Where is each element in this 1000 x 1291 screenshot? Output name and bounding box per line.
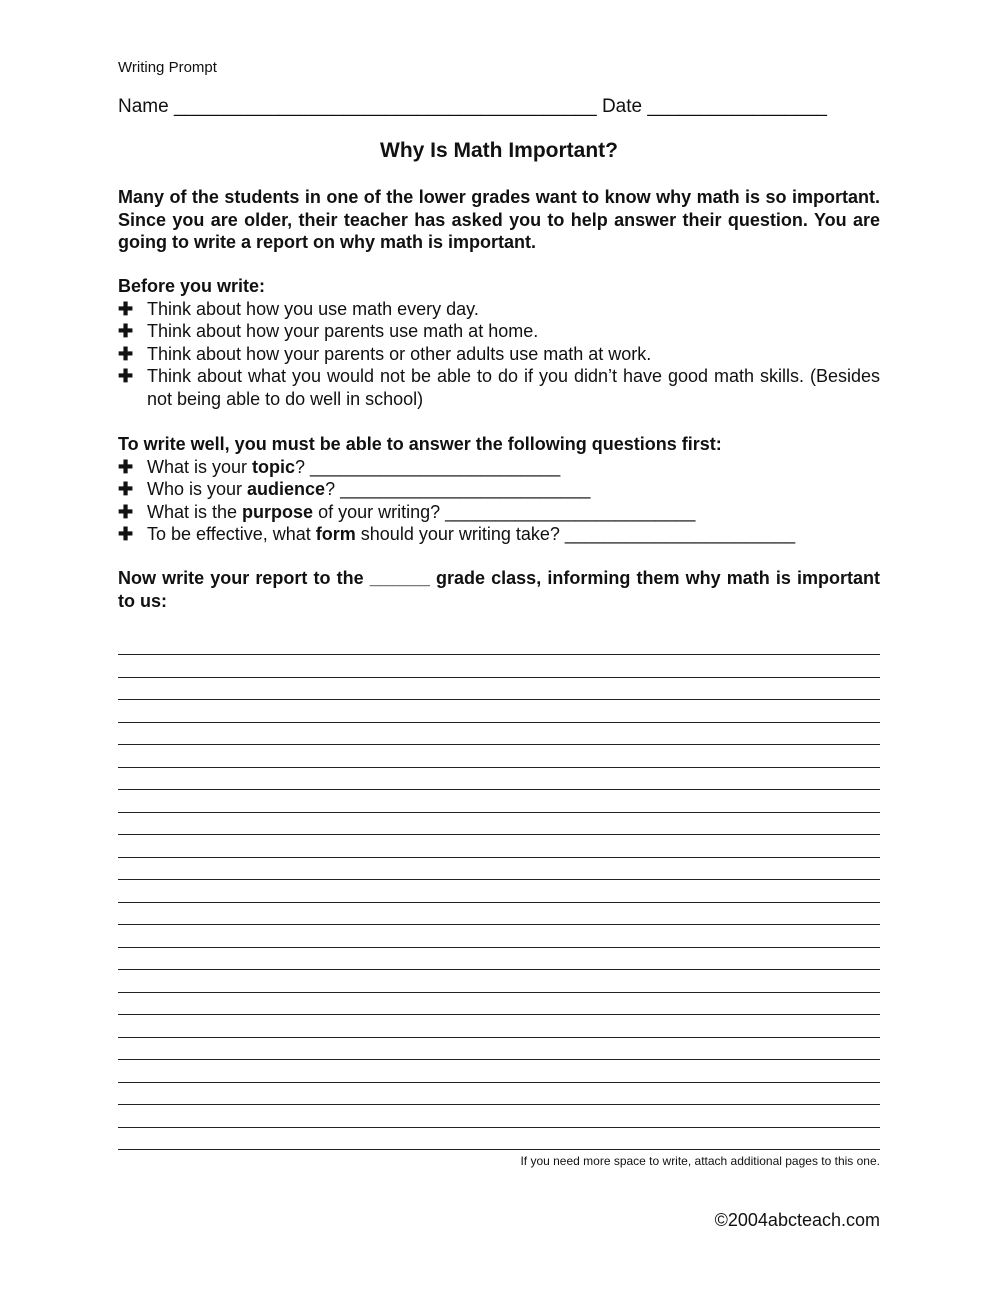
- grade-blank-field[interactable]: ______: [369, 568, 430, 588]
- writing-line[interactable]: [118, 767, 880, 790]
- writing-line[interactable]: [118, 992, 880, 1015]
- intro-paragraph: Many of the students in one of the lower grades want to know why math is so important. Since you are older, their teacher has asked you to help answer their question. You are going to write a report on why math is important.: [118, 187, 880, 252]
- writing-line[interactable]: [118, 1082, 880, 1105]
- list-item-text: Think about how your parents or other adults use math at work.: [147, 343, 652, 364]
- copyright: ©2004abcteach.com: [714, 1210, 880, 1230]
- writing-line[interactable]: [118, 677, 880, 700]
- footnote: If you need more space to write, attach additional pages to this one.: [520, 1154, 880, 1168]
- question-item-topic: ✚ What is your topic? _________________________: [118, 456, 561, 477]
- cross-bullet-icon: ✚: [118, 298, 134, 319]
- writing-line[interactable]: [118, 947, 880, 970]
- writing-line[interactable]: [118, 1037, 880, 1060]
- cross-bullet-icon: ✚: [118, 479, 134, 499]
- cross-bullet-icon: ✚: [118, 501, 134, 522]
- writing-line[interactable]: [118, 744, 880, 767]
- writing-line[interactable]: [118, 857, 880, 880]
- question-item-audience: ✚ Who is your audience? _________________________: [118, 479, 591, 499]
- before-write-section: [118, 275, 880, 410]
- date-label: Date: [601, 96, 643, 117]
- writing-line[interactable]: [118, 1059, 880, 1082]
- cross-bullet-icon: ✚: [118, 366, 134, 386]
- page-title: Why Is Math Important?: [380, 139, 618, 162]
- list-item-text: Think about what you would not be able to do if you didn’t have good math skills. (Besides not being able to do well in school): [147, 366, 880, 409]
- topic-answer-field[interactable]: ? _________________________: [295, 456, 561, 477]
- questions-list: [118, 456, 880, 546]
- writing-line[interactable]: [118, 1104, 880, 1127]
- writing-area[interactable]: [118, 654, 880, 1172]
- before-write-heading: Before you write:: [118, 276, 266, 296]
- header-label: Writing Prompt: [118, 59, 217, 76]
- writing-line[interactable]: [118, 654, 880, 677]
- name-label: Name: [118, 96, 169, 117]
- list-item-text: Think about how you use math every day.: [147, 298, 479, 319]
- question-item-form: ✚ To be effective, what form should your writing take? _______________________: [118, 524, 796, 544]
- question-item-purpose: ✚ What is the purpose of your writing? _________________________: [118, 501, 696, 522]
- questions-heading: To write well, you must be able to answer the following questions first:: [118, 434, 722, 454]
- cross-bullet-icon: ✚: [118, 456, 134, 477]
- writing-line[interactable]: [118, 924, 880, 947]
- writing-line[interactable]: [118, 812, 880, 835]
- list-item: [118, 298, 880, 321]
- audience-answer-field[interactable]: ? _________________________: [325, 479, 591, 499]
- writing-line[interactable]: [118, 1014, 880, 1037]
- form-answer-field[interactable]: should your writing take? _______________________: [355, 524, 796, 544]
- name-field[interactable]: ________________________________________: [173, 96, 597, 117]
- list-item: [118, 365, 880, 410]
- writing-line[interactable]: [118, 969, 880, 992]
- questions-section: [118, 433, 880, 546]
- writing-line[interactable]: [118, 789, 880, 812]
- list-item: [118, 320, 880, 343]
- writing-line[interactable]: [118, 879, 880, 902]
- before-write-list: [118, 298, 880, 411]
- report-prompt: Now write your report to the ______ grade class, informing them why math is important to us:: [118, 568, 880, 611]
- cross-bullet-icon: ✚: [118, 321, 134, 341]
- cross-bullet-icon: ✚: [118, 343, 134, 364]
- cross-bullet-icon: ✚: [118, 524, 134, 544]
- writing-line[interactable]: [118, 699, 880, 722]
- writing-line[interactable]: [118, 902, 880, 925]
- writing-line[interactable]: [118, 1127, 880, 1150]
- name-date-row: [118, 96, 880, 118]
- purpose-answer-field[interactable]: of your writing? _________________________: [313, 501, 696, 522]
- list-item: [118, 343, 880, 366]
- list-item-text: Think about how your parents use math at home.: [147, 321, 539, 341]
- writing-line[interactable]: [118, 722, 880, 745]
- date-field[interactable]: _________________: [647, 96, 827, 117]
- writing-line[interactable]: [118, 834, 880, 857]
